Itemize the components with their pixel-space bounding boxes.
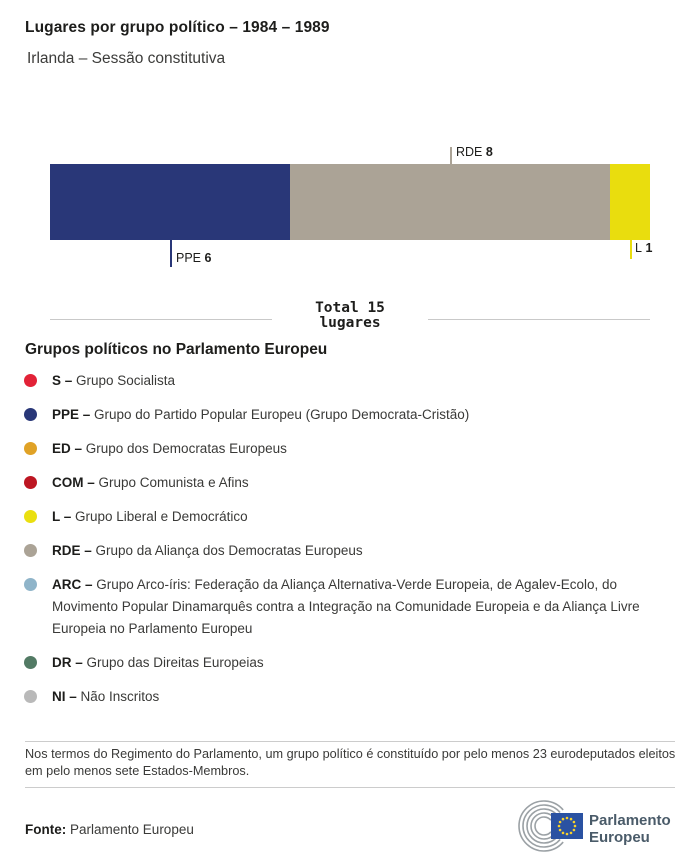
legend-text-ed: ED – Grupo dos Democratas Europeus: [52, 441, 287, 456]
footnote-text: Nos termos do Regimento do Parlamento, um grupo político é constituído por pelo menos 23 eurodeputados eleitos em pelo menos sete Estados-Membros.: [25, 747, 676, 778]
bar-label-rde: RDE 8: [456, 145, 493, 159]
bar-tick-rde: [450, 147, 452, 164]
legend-item-s: [24, 370, 672, 392]
footnote-divider: [25, 741, 675, 742]
legend-dot-com: [24, 476, 37, 489]
seats-bar-chart: [50, 140, 653, 275]
bar-tick-ppe: [170, 240, 172, 267]
european-parliament-logo: [518, 797, 680, 855]
legend-text-ppe: PPE – Grupo do Partido Popular Europeu (Grupo Democrata-Cristão): [52, 407, 470, 422]
legend-item-ppe: [24, 404, 672, 426]
divider-line-right: [428, 319, 650, 320]
legend-text-rde: RDE – Grupo da Aliança dos Democratas Europeus: [52, 543, 363, 558]
legend-dot-arc: [24, 578, 37, 591]
stacked-bar: [50, 164, 650, 240]
source-value: Parlamento Europeu: [70, 822, 194, 837]
bar-label-l: L 1: [635, 241, 653, 255]
bar-segment-l: [610, 164, 650, 240]
legend-item-ni: [24, 686, 672, 708]
legend-dot-rde: [24, 544, 37, 557]
legend-heading: Grupos políticos no Parlamento Europeu: [25, 341, 328, 358]
legend-dot-ppe: [24, 408, 37, 421]
legend-text-com: COM – Grupo Comunista e Afins: [52, 475, 249, 490]
legend-dot-l: [24, 510, 37, 523]
source-label: Fonte:: [25, 822, 67, 837]
bar-tick-l: [630, 240, 632, 259]
total-seats-row: [50, 301, 650, 331]
legend-item-dr: [24, 652, 672, 674]
divider-line-left: [50, 319, 272, 320]
source-divider: [25, 787, 675, 788]
legend-item-ed: [24, 438, 672, 460]
legend-text-l: L – Grupo Liberal e Democrático: [52, 509, 248, 524]
legend-dot-ed: [24, 442, 37, 455]
source-line: [25, 822, 194, 837]
legend-list: [24, 370, 672, 720]
legend-text-dr: DR – Grupo das Direitas Europeias: [52, 655, 264, 670]
total-seats-label: [272, 301, 428, 331]
bar-segment-rde: [290, 164, 610, 240]
legend-dot-s: [24, 374, 37, 387]
legend-text-ni: NI – Não Inscritos: [52, 689, 160, 704]
bar-segment-ppe: [50, 164, 290, 240]
legend-dot-dr: [24, 656, 37, 669]
total-seats-line1: Total 15: [315, 300, 385, 316]
page-title: Lugares por grupo político – 1984 – 1989: [25, 19, 330, 36]
legend-text-s: S – Grupo Socialista: [52, 373, 176, 388]
legend-dot-ni: [24, 690, 37, 703]
legend-text-arc: ARC – Grupo Arco-íris: Federação da Aliança Alternativa-Verde Europeia, de Agalev-Ecolo, do Movimento Popular Dinamarquês contra a Integração na Comunidade Europeia e da Aliança Livre Europeia no Parlamento Europeu: [52, 577, 640, 636]
total-seats-line2: lugares: [319, 315, 381, 331]
legend-item-com: [24, 472, 672, 494]
logo-text-line1: Parlamento: [589, 812, 671, 829]
logo-text-line2: Europeu: [589, 829, 650, 846]
page-subtitle: Irlanda – Sessão constitutiva: [27, 50, 226, 67]
legend-item-arc: [24, 574, 672, 640]
legend-item-l: [24, 506, 672, 528]
bar-label-ppe: PPE 6: [176, 251, 212, 265]
legend-item-rde: [24, 540, 672, 562]
